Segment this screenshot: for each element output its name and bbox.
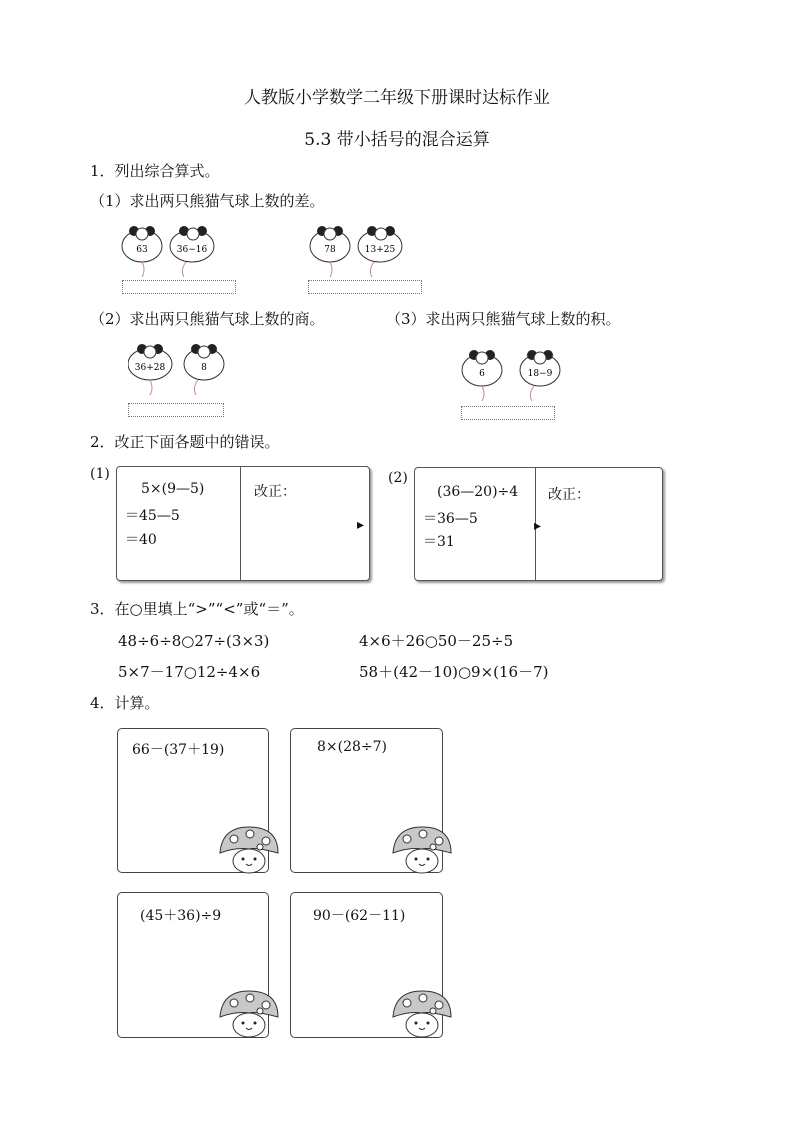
compare-item: 58＋(42－10)○9×(16－7) [359,663,549,681]
q1-part2-label: （2）求出两只熊猫气球上数的商。 [90,310,325,328]
divider-arrow: ▸ [534,518,542,534]
q2-heading: 2．改正下面各题中的错误。 [90,433,280,451]
wrong-line: ＝45—5 [125,508,180,524]
balloon-value-left: 6 [479,369,485,379]
q1-part1-label: （1）求出两只熊猫气球上数的差。 [90,192,325,210]
wrong-line: ＝36—5 [423,511,478,527]
panda-balloon-right [184,344,224,395]
balloon-value-right: 8 [201,363,207,373]
balloon-value-left: 36+28 [134,363,166,373]
q1-part3-label: （3）求出两只熊猫气球上数的积。 [386,310,621,328]
panda-balloon-pair [128,340,238,400]
fix-label: 改正： [254,484,296,500]
balloon-value-right: 18−9 [527,369,553,379]
page-title: 人教版小学数学二年级下册课时达标作业 [244,88,550,108]
mushroom-icon [216,987,282,1041]
panda-balloon-right [520,350,560,401]
wrong-line: 5×(9—5) [141,481,205,497]
page-subtitle: 5.3 带小括号的混合运算 [304,130,490,150]
panda-balloon-left [128,344,172,395]
wrong-line: ＝40 [125,532,157,548]
panda-balloon-right [170,226,214,277]
q1-heading: 1．列出综合算式。 [90,162,220,180]
wrong-line: ＝31 [423,534,455,550]
mushroom-icon [389,823,455,877]
panda-balloon-left [462,350,502,401]
answer-box[interactable] [128,403,224,417]
balloon-value-left: 78 [324,245,336,255]
q4-heading: 4．计算。 [90,694,160,712]
answer-box[interactable] [461,406,555,420]
compare-item: 4×6＋26○50－25÷5 [359,632,514,650]
panda-balloon-pair [308,222,418,282]
q2-item-number: (1) [90,466,110,482]
balloon-value-left: 63 [136,245,148,255]
compare-item: 48÷6÷8○27÷(3×3) [118,632,270,650]
panda-balloon-pair [460,346,570,406]
panda-balloon-left [310,226,350,277]
mushroom-icon [216,823,282,877]
panda-balloon-pair [120,222,230,282]
answer-box[interactable] [122,280,236,294]
balloon-value-right: 13+25 [364,245,396,255]
calc-expression: (45＋36)÷9 [140,908,222,924]
calc-expression: 90－(62－11) [313,908,406,924]
compare-item: 5×7－17○12÷4×6 [118,663,261,681]
fix-label: 改正： [548,487,590,503]
calc-expression: 66－(37＋19) [132,742,225,758]
panda-balloon-right [358,226,402,277]
q2-item-number: (2) [388,470,408,486]
mushroom-icon [389,987,455,1041]
answer-box[interactable] [308,280,422,294]
divider-arrow: ▸ [357,517,365,533]
correction-card [116,466,370,581]
q3-heading: 3．在○里填上“>”“<”或“＝”。 [90,600,304,618]
calc-expression: 8×(28÷7) [317,739,388,755]
wrong-line: (36—20)÷4 [437,484,519,500]
panda-balloon-left [122,226,162,277]
balloon-value-right: 36−16 [176,245,208,255]
correction-card [414,467,663,581]
